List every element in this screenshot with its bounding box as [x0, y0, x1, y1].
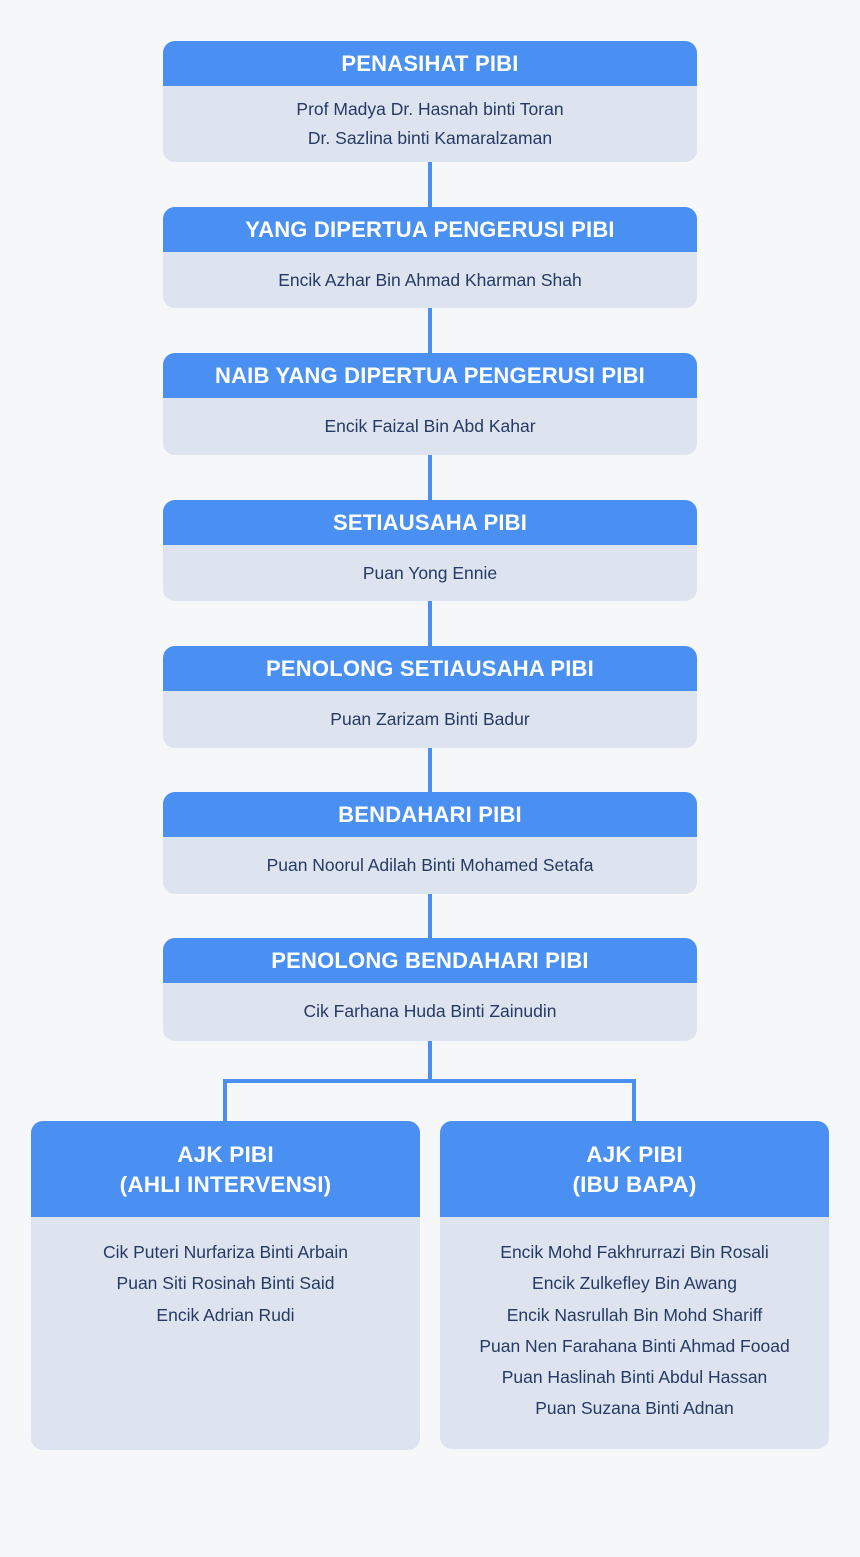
- role-title-text: NAIB YANG DIPERTUA PENGERUSI PIBI: [215, 362, 645, 388]
- member-name: Cik Puteri Nurfariza Binti Arbain: [102, 1242, 349, 1262]
- role-box: [163, 938, 697, 1041]
- member-name: Puan Zarizam Binti Badur: [330, 709, 530, 729]
- committee-title: [440, 1121, 829, 1217]
- role-members: [163, 252, 697, 291]
- role-title-text: PENOLONG SETIAUSAHA PIBI: [266, 655, 594, 681]
- connector-branch: [223, 1079, 636, 1083]
- member-name: Puan Noorul Adilah Binti Mohamed Setafa: [266, 855, 594, 875]
- member-name: Encik Mohd Fakhrurrazi Bin Rosali: [500, 1242, 769, 1262]
- member-name: Encik Faizal Bin Abd Kahar: [324, 416, 536, 436]
- member-name: Encik Azhar Bin Ahmad Kharman Shah: [278, 270, 582, 290]
- role-box: [163, 792, 697, 894]
- role-title-text: SETIAUSAHA PIBI: [332, 509, 528, 535]
- committee-box: [440, 1121, 829, 1449]
- connector-line: [428, 455, 432, 500]
- role-box: [163, 41, 697, 162]
- role-title: [163, 500, 697, 545]
- committee-box: [31, 1121, 420, 1450]
- role-box: [163, 207, 697, 308]
- role-title: [163, 353, 697, 398]
- member-name: Encik Nasrullah Bin Mohd Shariff: [506, 1304, 763, 1325]
- member-name: Puan Siti Rosinah Binti Said: [116, 1273, 335, 1294]
- connector-line: [428, 748, 432, 792]
- role-title-text: YANG DIPERTUA PENGERUSI PIBI: [245, 216, 615, 242]
- member-name: Dr. Sazlina binti Kamaralzaman: [307, 128, 553, 148]
- role-title-text: PENOLONG BENDAHARI PIBI: [271, 947, 589, 973]
- connector-line: [632, 1079, 636, 1122]
- member-name: Puan Haslinah Binti Abdul Hassan: [501, 1367, 768, 1388]
- committee-title: [31, 1121, 420, 1217]
- member-name: Puan Yong Ennie: [362, 563, 498, 583]
- role-members: [163, 545, 697, 584]
- role-members: [163, 691, 697, 730]
- member-name: Cik Farhana Huda Binti Zainudin: [303, 1001, 557, 1021]
- role-box: [163, 353, 697, 455]
- connector-line: [428, 601, 432, 646]
- role-title: [163, 938, 697, 983]
- role-title-text: PENASIHAT PIBI: [341, 50, 519, 76]
- committee-title-line: AJK PIBI: [586, 1142, 683, 1167]
- role-title: [163, 207, 697, 252]
- role-box: [163, 500, 697, 601]
- member-name: Prof Madya Dr. Hasnah binti Toran: [296, 99, 564, 119]
- committee-members: [31, 1217, 420, 1331]
- member-name: Encik Adrian Rudi: [156, 1304, 295, 1325]
- connector-line: [428, 308, 432, 353]
- role-members: [163, 398, 697, 437]
- role-members: [163, 983, 697, 1022]
- role-box: [163, 646, 697, 748]
- committee-title-line: (AHLI INTERVENSI): [119, 1172, 332, 1197]
- member-name: Puan Suzana Binti Adnan: [535, 1398, 734, 1419]
- connector-line: [428, 162, 432, 207]
- role-title: [163, 41, 697, 86]
- role-members: [163, 86, 697, 153]
- role-title: [163, 792, 697, 837]
- committee-title-line: (IBU BAPA): [572, 1172, 697, 1197]
- connector-line: [223, 1079, 227, 1122]
- role-title-text: BENDAHARI PIBI: [338, 801, 522, 827]
- role-members: [163, 837, 697, 876]
- connector-line: [428, 1041, 432, 1082]
- connector-line: [428, 894, 432, 938]
- member-name: Puan Nen Farahana Binti Ahmad Fooad: [479, 1335, 790, 1356]
- role-title: [163, 646, 697, 691]
- committee-members: [440, 1217, 829, 1425]
- member-name: Encik Zulkefley Bin Awang: [532, 1273, 737, 1294]
- committee-title-line: AJK PIBI: [177, 1142, 274, 1167]
